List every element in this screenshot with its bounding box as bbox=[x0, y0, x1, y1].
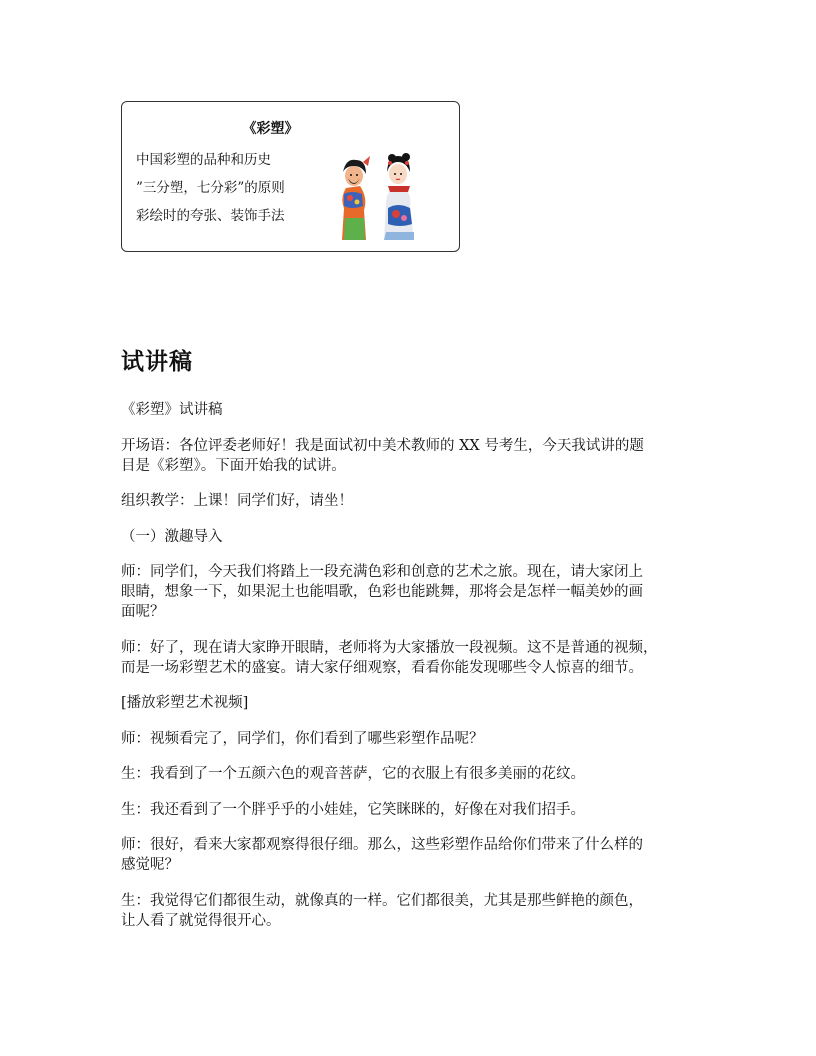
script-paragraph: [播放彩塑艺术视频] bbox=[121, 695, 249, 711]
card-title: 《彩塑》 bbox=[242, 121, 299, 137]
painted-clay-figures-image bbox=[330, 148, 422, 244]
script-paragraph: 师：同学们，今天我们将踏上一段充满色彩和创意的艺术之旅。现在，请大家闭上 眼睛，想象一下，如果泥土也能唱歌，色彩也能跳舞，那将会是怎样一幅美妙的画 面呢？ bbox=[121, 564, 643, 620]
summary-card bbox=[121, 101, 460, 252]
script-paragraph: 《彩塑》试讲稿 bbox=[121, 402, 223, 418]
card-item: 中国彩塑的品种和历史 bbox=[136, 152, 271, 168]
script-paragraph: （一）激趣导入 bbox=[121, 528, 223, 545]
script-paragraph: 开场语：各位评委老师好！我是面试初中美术教师的 XX 号考生，今天我试讲的题 目是《彩塑》。下面开始我的试讲。 bbox=[121, 437, 644, 474]
script-paragraph: 生：我看到了一个五颜六色的观音菩萨，它的衣服上有很多美丽的花纹。 bbox=[121, 766, 585, 782]
clay-figure-left bbox=[342, 156, 370, 240]
script-paragraph: 组织教学：上课！同学们好，请坐！ bbox=[121, 493, 353, 509]
clay-figure-right bbox=[384, 153, 414, 240]
lecture-script bbox=[121, 400, 699, 946]
script-paragraph: 师：很好，看来大家都观察得很仔细。那么，这些彩塑作品给你们带来了什么样的 感觉呢？ bbox=[121, 837, 643, 873]
script-paragraph: 师：视频看完了，同学们，你们看到了哪些彩塑作品呢？ bbox=[121, 730, 484, 747]
card-item: ”三分塑，七分彩”的原则 bbox=[136, 180, 285, 196]
script-paragraph: 生：我还看到了一个胖乎乎的小娃娃，它笑眯眯的，好像在对我们招手。 bbox=[121, 801, 585, 818]
card-item: 彩绘时的夸张、装饰手法 bbox=[136, 208, 285, 224]
page-heading: 试讲稿 bbox=[121, 349, 193, 375]
script-paragraph: 生：我觉得它们都很生动，就像真的一样。它们都很美，尤其是那些鲜艳的颜色， 让人看了就觉得很开心。 bbox=[121, 892, 643, 929]
script-paragraph: 师：好了，现在请大家睁开眼睛，老师将为大家播放一段视频。这不是普通的视频， 而是一场彩塑艺术的盛宴。请大家仔细观察，看看你能发现哪些令人惊喜的细节。 bbox=[121, 639, 658, 676]
